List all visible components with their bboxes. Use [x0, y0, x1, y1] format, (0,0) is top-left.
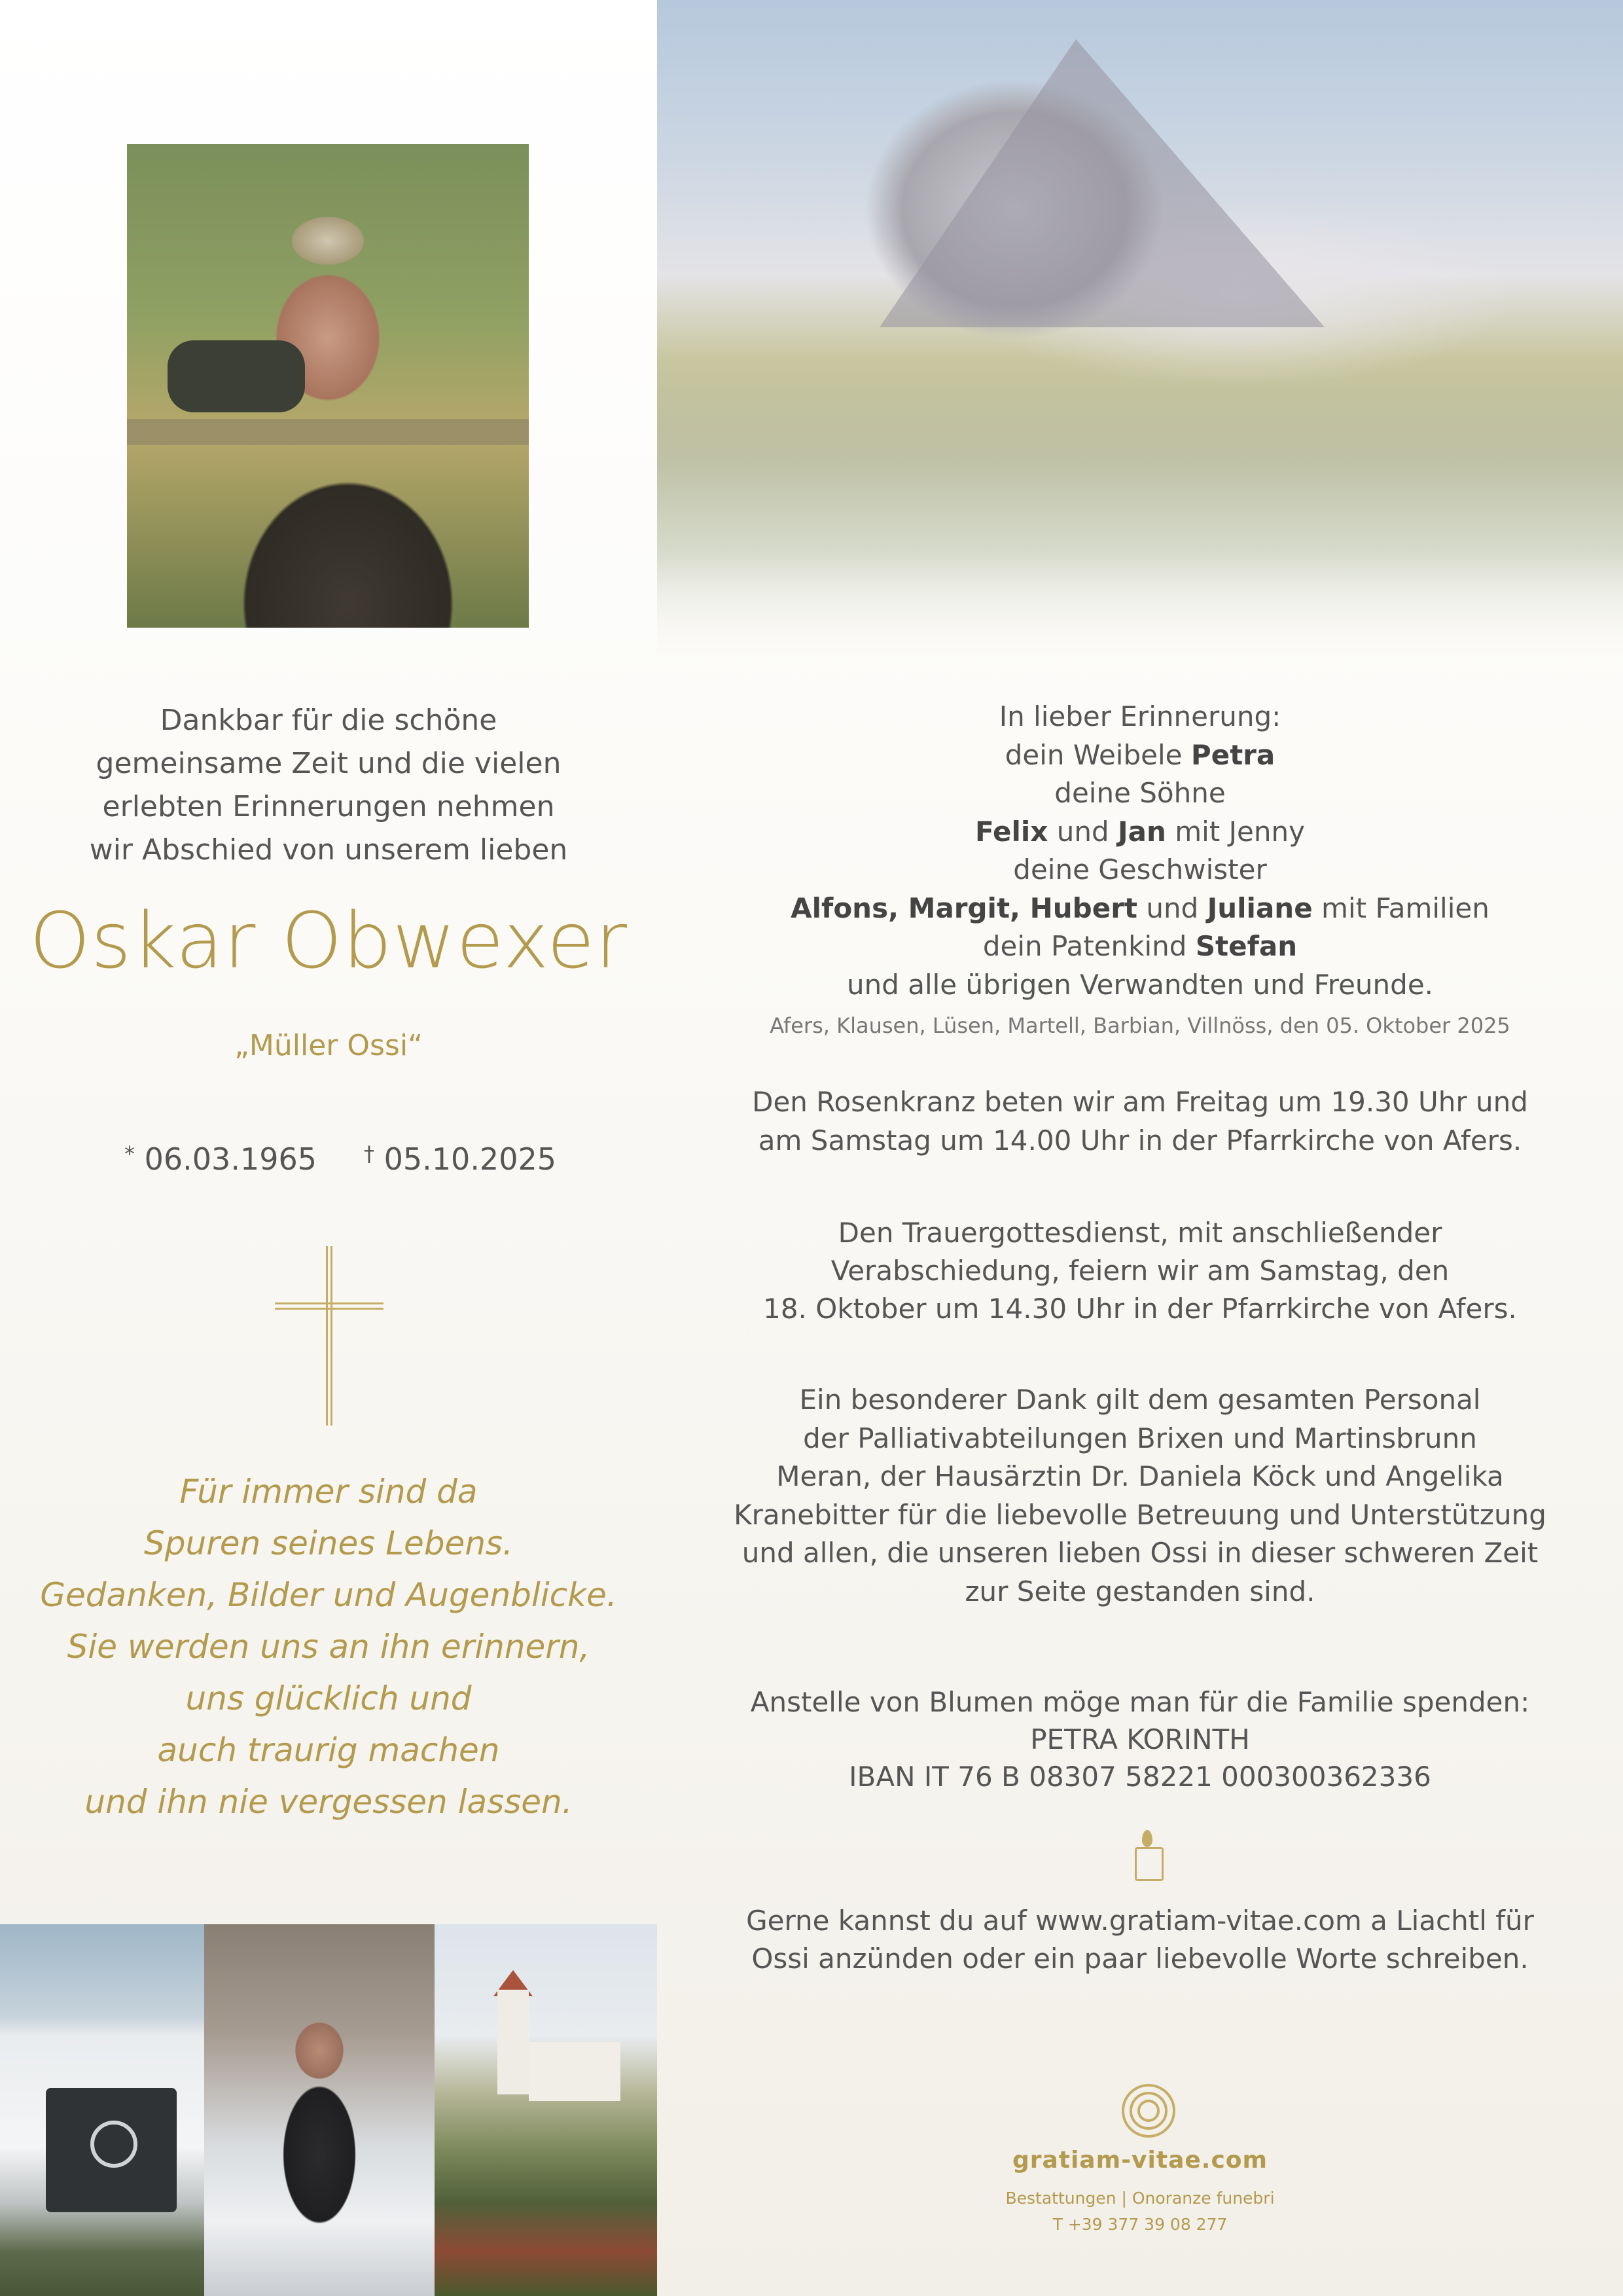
memory-siblings-label: deine Geschwister [1013, 853, 1267, 886]
death-date-value: 05.10.2025 [383, 1141, 557, 1177]
spiral-logo-icon [1122, 2084, 1175, 2138]
rosary-line: Den Rosenkranz beten wir am Freitag um 19.30 Uhr und [752, 1086, 1528, 1118]
poem-line: uns glücklich und [185, 1679, 472, 1717]
intro-line: Dankbar für die schöne [160, 704, 497, 737]
memory-wife: dein Weibele Petra [1005, 738, 1275, 771]
funeral-section [657, 1214, 1623, 1328]
death-symbol: † [364, 1141, 374, 1166]
photo-strip [0, 1924, 657, 2296]
online-candle-section [657, 1902, 1623, 1978]
poem-line: Für immer sind da [179, 1473, 478, 1511]
poem-line: auch traurig machen [157, 1731, 500, 1769]
candle-icon [1132, 1830, 1165, 1880]
intro-line: erlebten Erinnerungen nehmen [102, 790, 555, 823]
portrait-binoculars [168, 340, 305, 412]
donation-section [657, 1683, 1623, 1795]
thanks-line: und allen, die unseren lieben Ossi in dieser schweren Zeit [741, 1537, 1539, 1569]
truck-photo [0, 1924, 204, 2296]
memory-section [657, 698, 1623, 1004]
brand-subtitle: Bestattungen | Onoranze funebri [1005, 2189, 1275, 2208]
funeral-line: 18. Oktober um 14.30 Uhr in der Pfarrkirche von Afers. [763, 1293, 1517, 1325]
memory-sons-label: deine Söhne [1054, 777, 1226, 809]
poem [20, 1466, 637, 1828]
memory-godchild: dein Patenkind Stefan [982, 930, 1298, 962]
intro-line: wir Abschied von unserem lieben [89, 833, 568, 867]
winter-portrait-photo [204, 1924, 435, 2296]
places-date-line: Afers, Klausen, Lüsen, Martell, Barbian, Villnöss, den 05. Oktober 2025 [770, 1013, 1510, 1038]
portrait-fence [127, 419, 529, 445]
church-photo [435, 1924, 657, 2296]
deceased-nickname: „Müller Ossi“ [234, 1029, 423, 1062]
donation-recipient: PETRA KORINTH [1030, 1723, 1250, 1755]
birth-symbol: * [124, 1141, 135, 1166]
memory-siblings: Alfons, Margit, Hubert und Juliane mit Familien [791, 891, 1489, 924]
thanks-line: Kranebitter für die liebevolle Betreuung und Unterstützung [734, 1498, 1546, 1531]
deceased-name: Oskar Obwexer [29, 895, 628, 986]
death-date [364, 1141, 556, 1177]
memory-heading: In lieber Erinnerung: [999, 700, 1281, 732]
donation-line: Anstelle von Blumen möge man für die Familie spenden: [750, 1686, 1530, 1718]
left-column [0, 0, 657, 2296]
brand-name: gratiam-vitae.com [1012, 2147, 1268, 2174]
church-nave [529, 2042, 620, 2101]
poem-line: Gedanken, Bilder und Augenblicke. [40, 1576, 617, 1614]
memory-others: und alle übrigen Verwandten und Freunde. [846, 968, 1434, 1001]
church-tower [497, 1990, 529, 2094]
portrait-photo [127, 144, 529, 628]
birth-date [124, 1141, 317, 1177]
thanks-line: zur Seite gestanden sind. [965, 1575, 1315, 1607]
truck-logo [90, 2121, 137, 2168]
rosary-section [657, 1083, 1623, 1160]
intro-text [39, 699, 618, 872]
online-line: Ossi anzünden oder ein paar liebevolle Worte schreiben. [751, 1943, 1529, 1975]
funeral-line: Verabschiedung, feiern wir am Samstag, den [830, 1255, 1450, 1287]
mountain-hero-image [657, 0, 1623, 655]
cross-icon [275, 1246, 383, 1426]
thanks-line: der Palliativabteilungen Brixen und Martinsbrunn [803, 1422, 1477, 1454]
funeral-line: Den Trauergottesdienst, mit anschließender [838, 1217, 1442, 1249]
poem-line: Sie werden uns an ihn erinnern, [67, 1628, 590, 1666]
rosary-line: am Samstag um 14.00 Uhr in der Pfarrkirche von Afers. [758, 1124, 1522, 1157]
online-line: Gerne kannst du auf www.gratiam-vitae.com a Liachtl für [746, 1905, 1534, 1937]
birth-date-value: 06.03.1965 [144, 1141, 317, 1177]
donation-iban: IBAN IT 76 B 08307 58221 000300362336 [849, 1761, 1431, 1793]
thanks-line: Meran, der Hausärztin Dr. Daniela Köck und Angelika [776, 1460, 1504, 1492]
mountain-peak [880, 39, 1325, 327]
thanks-section [657, 1381, 1623, 1611]
intro-line: gemeinsame Zeit und die vielen [96, 747, 562, 780]
poem-line: Spuren seines Lebens. [144, 1524, 513, 1562]
thanks-line: Ein besonderer Dank gilt dem gesamten Personal [799, 1384, 1481, 1416]
memory-sons: Felix und Jan mit Jenny [975, 815, 1305, 848]
brand-phone: T +39 377 39 08 277 [1052, 2215, 1228, 2234]
poem-line: und ihn nie vergessen lassen. [84, 1783, 573, 1821]
